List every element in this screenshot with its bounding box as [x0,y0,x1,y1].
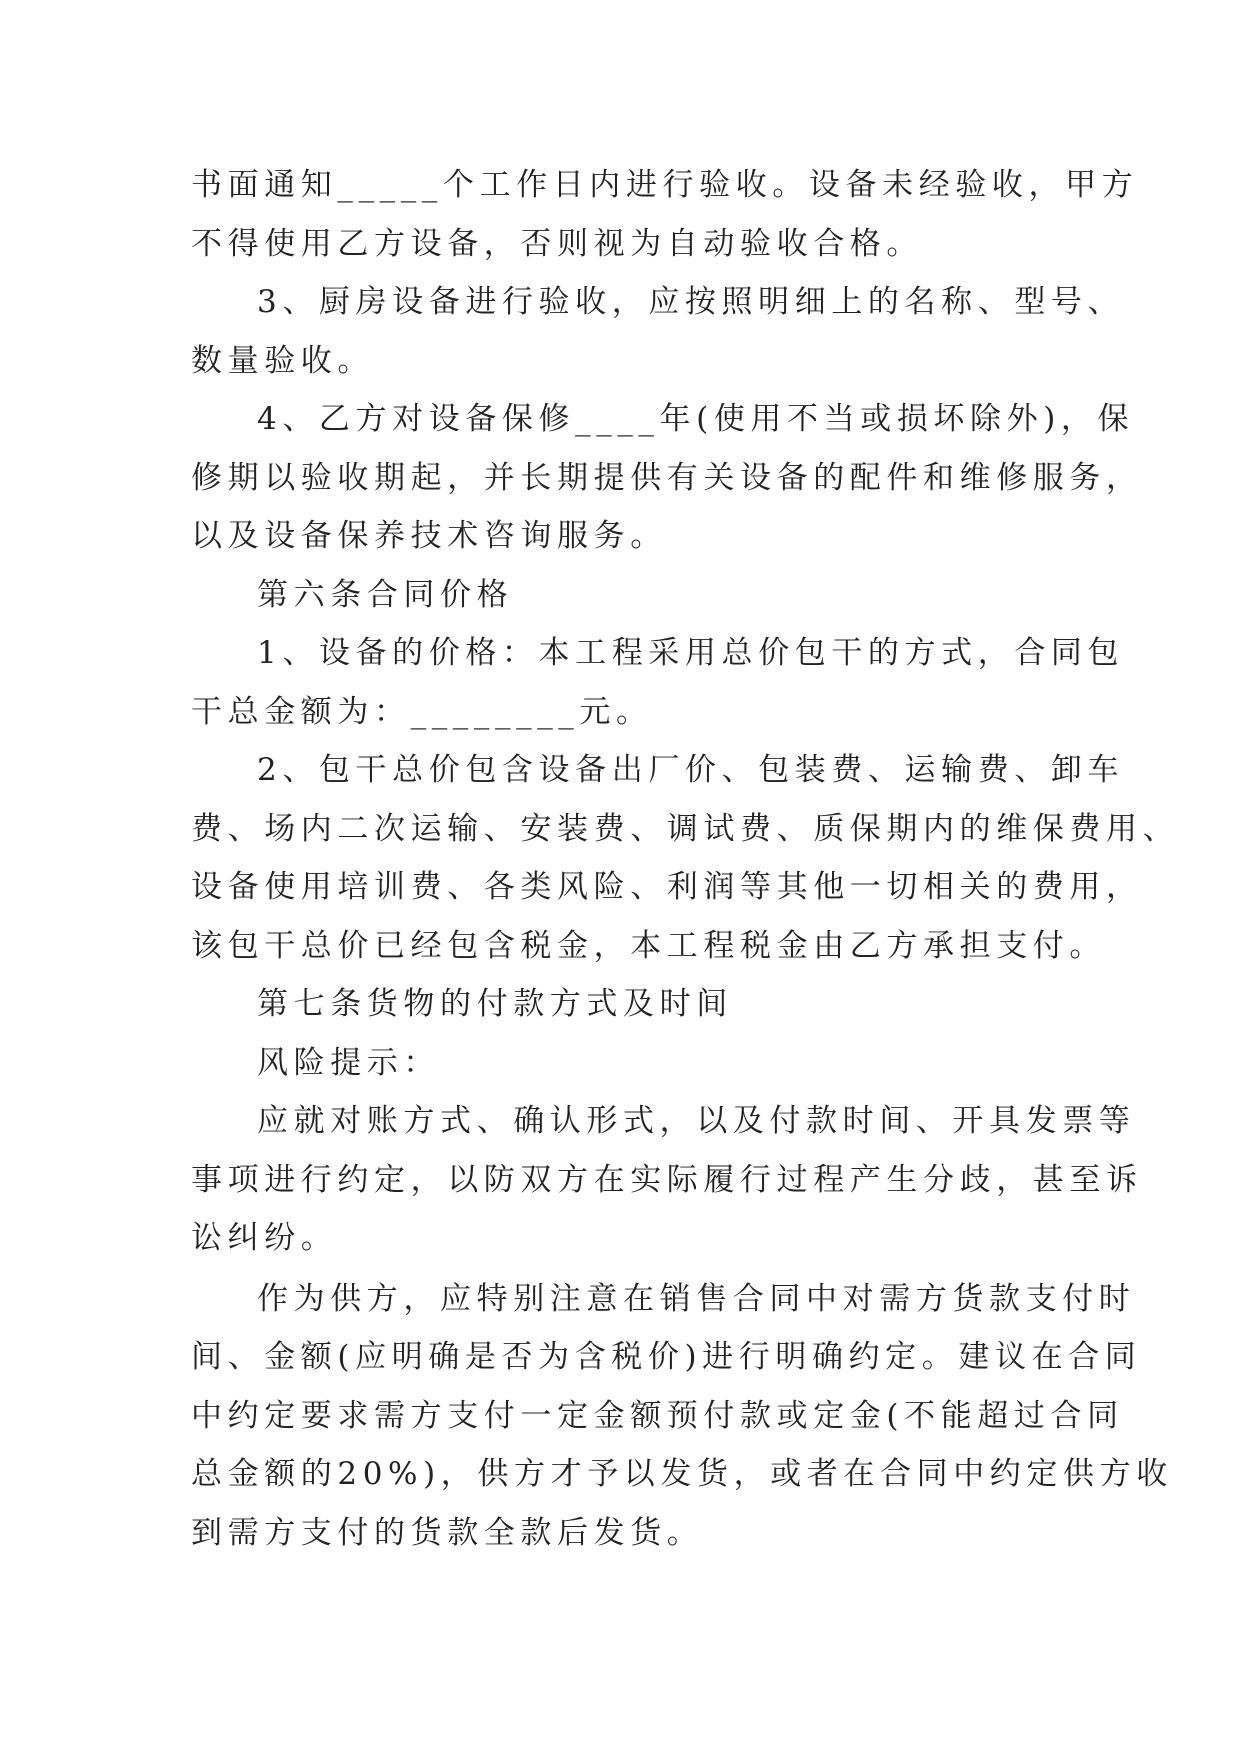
section-heading: 第七条货物的付款方式及时间 [257,986,733,1022]
risk-label: 风险提示： [257,1044,440,1081]
text-line: 讼纠纷。 [191,1220,338,1256]
text-line: 中约定要求需方支付一定金额预付款或定金(不能超过合同 [191,1397,1124,1434]
text-line: 应就对账方式、确认形式，以及付款时间、开具发票等 [257,1103,1136,1139]
text-line: 费、场内二次运输、安装费、调试费、质保期内的维保费用、 [191,810,1180,847]
text-line: 4、乙方对设备保修____年(使用不当或损坏除外)，保 [257,401,1135,437]
document-page [191,156,1180,1562]
text-line: 修期以验收期起，并长期提供有关设备的配件和维修服务， [191,459,1143,496]
text-line: 该包干总价已经包含税金，本工程税金由乙方承担支付。 [191,927,1106,964]
text-line: 以及设备保养技术咨询服务。 [191,518,667,554]
text-line: 2、包干总价包含设备出厂价、包装费、运输费、卸车 [257,752,1125,788]
text-line: 干总金额为：________元。 [191,693,653,730]
section-heading: 第六条合同价格 [257,576,514,613]
text-line: 不得使用乙方设备，否则视为自动验收合格。 [191,225,923,262]
text-line: 设备使用培训费、各类风险、利润等其他一切相关的费用， [191,869,1143,905]
text-line: 总金额的20%)，供方才予以发货，或者在合同中约定供方收 [191,1456,1173,1492]
text-line: 到需方支付的货款全款后发货。 [191,1514,704,1551]
text-line: 事项进行约定，以防双方在实际履行过程产生分歧，甚至诉 [191,1161,1143,1198]
text-line: 书面通知_____个工作日内进行验收。设备未经验收，甲方 [191,167,1139,203]
text-line: 3、厨房设备进行验收，应按照明细上的名称、型号、 [257,284,1125,320]
text-line: 作为供方，应特别注意在销售合同中对需方货款支付时 [257,1280,1136,1317]
text-line: 1、设备的价格：本工程采用总价包干的方式，合同包 [257,635,1125,671]
text-line: 间、金额(应明确是否为含税价)进行明确约定。建议在合同 [191,1339,1142,1375]
text-line: 数量验收。 [191,342,374,379]
